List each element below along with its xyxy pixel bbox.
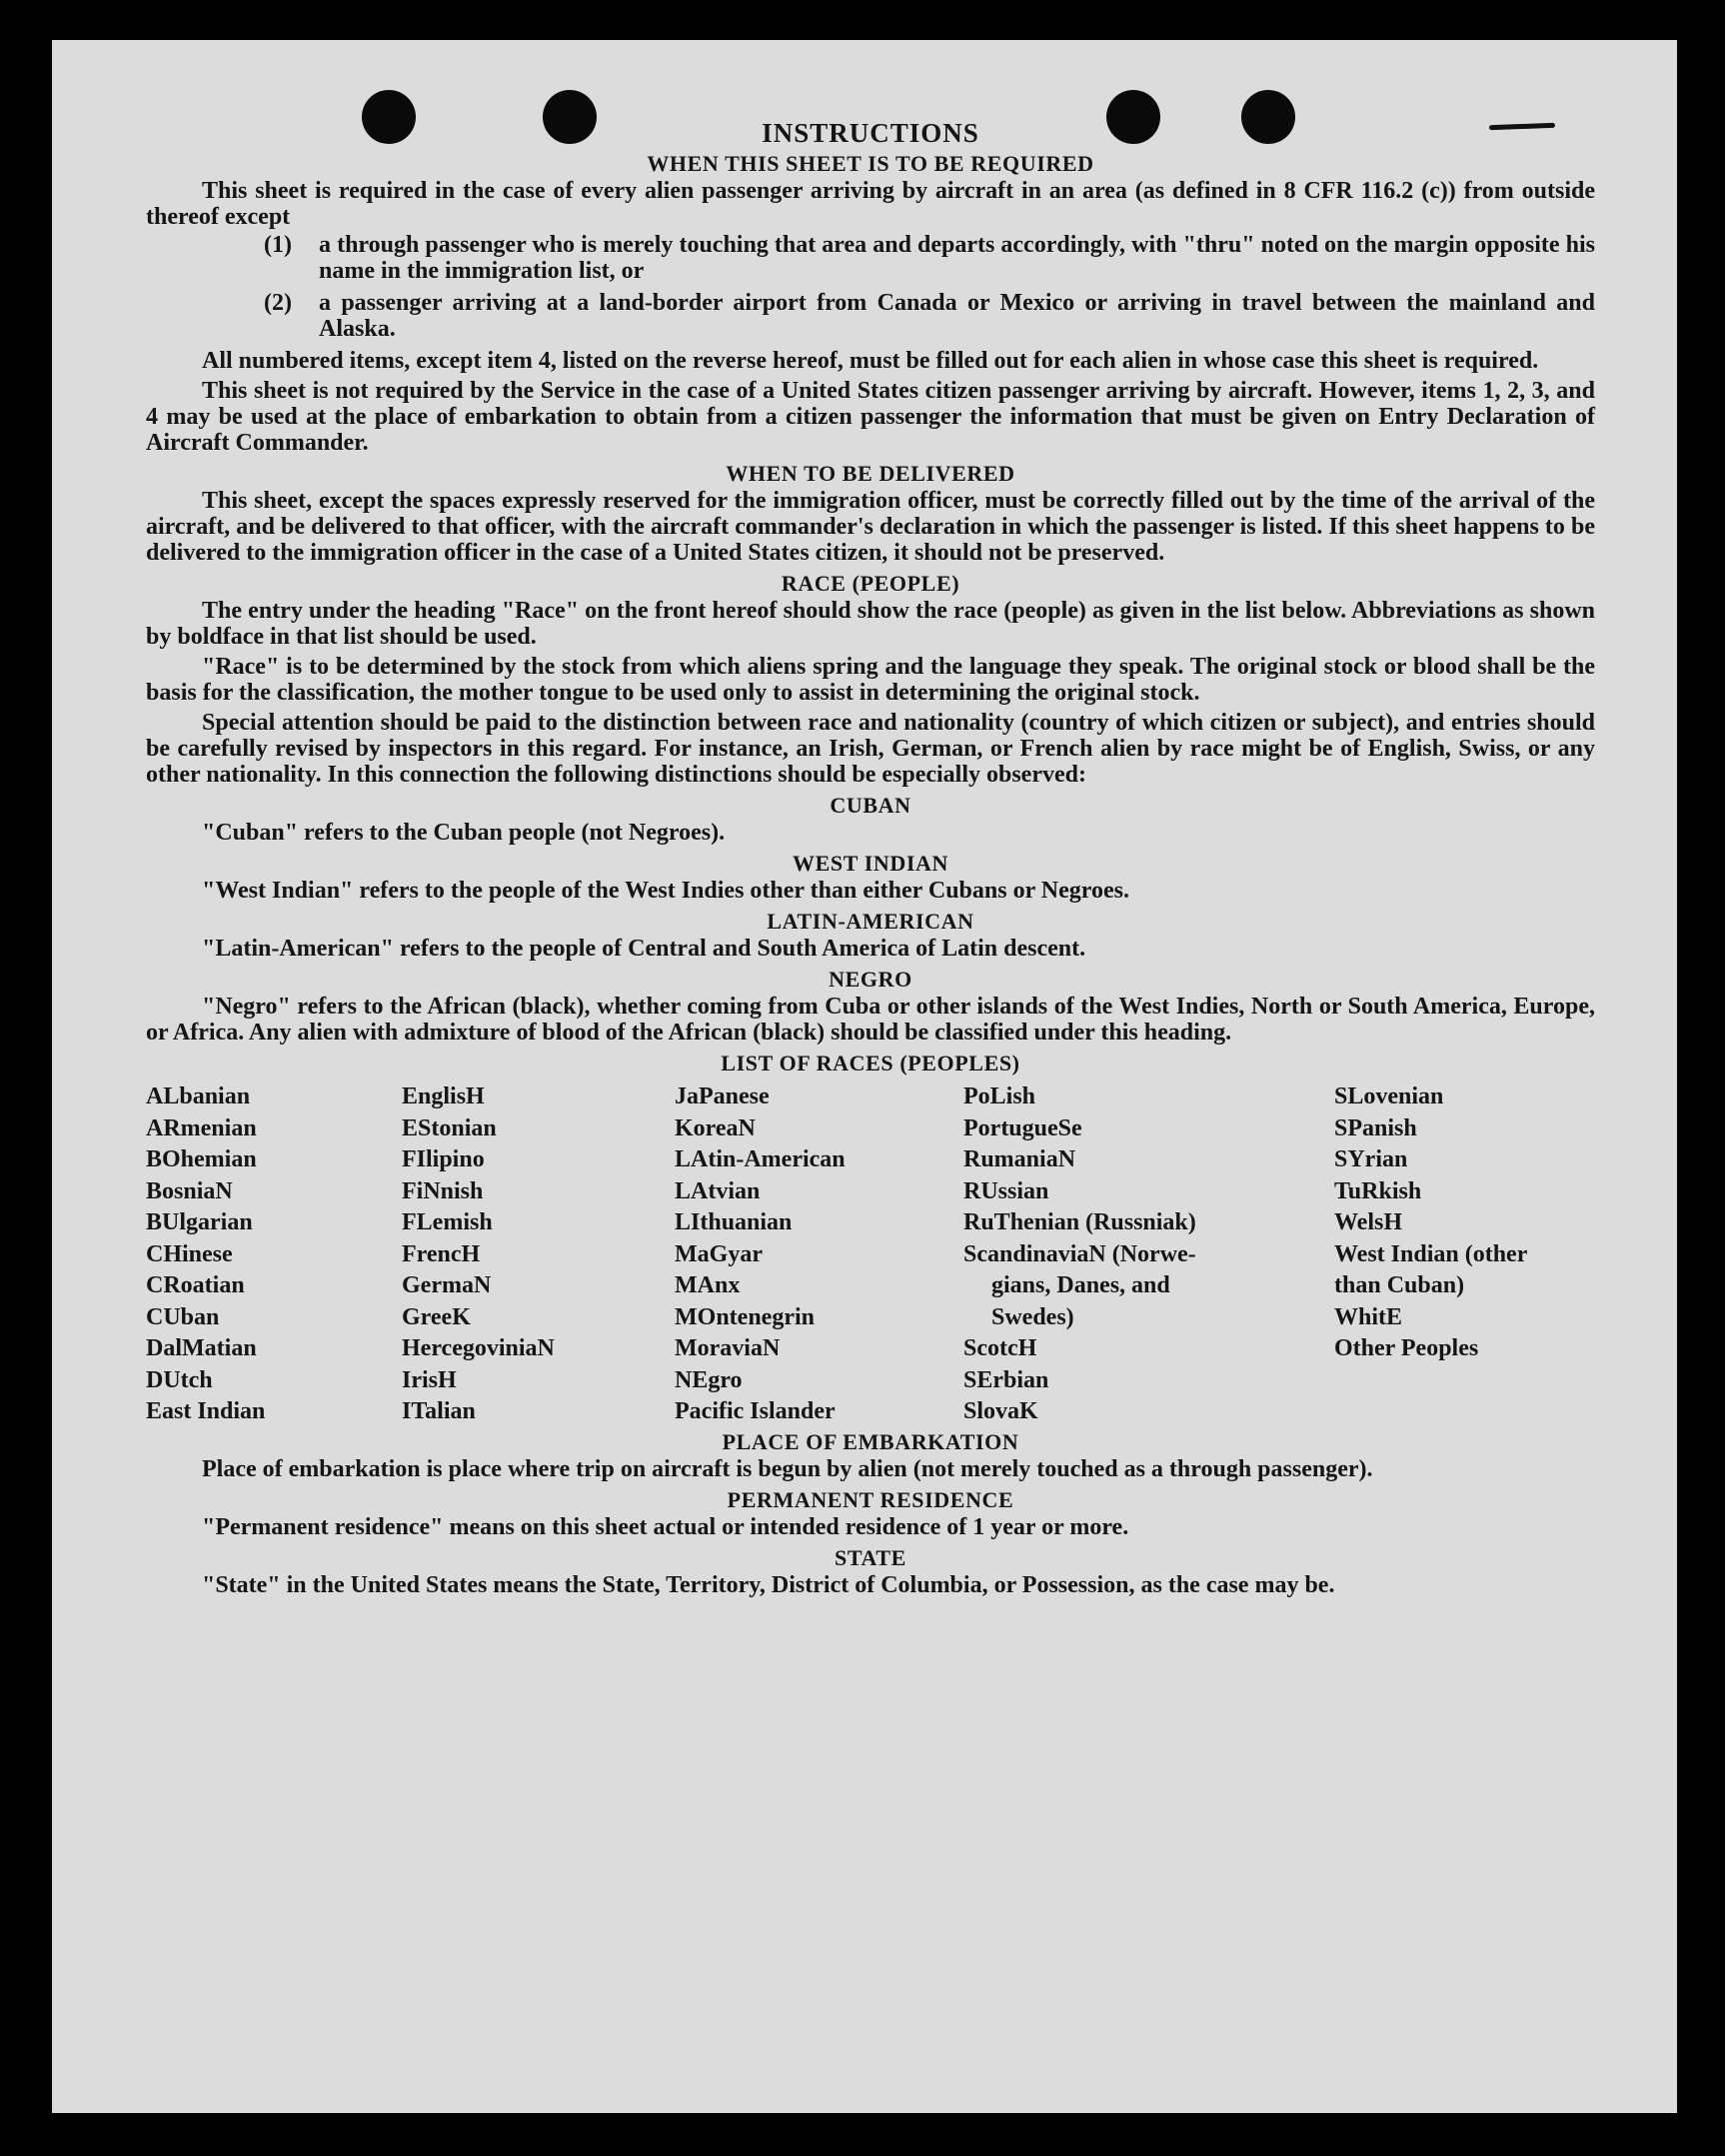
race-paragraph-1: The entry under the heading "Race" on the front hereof should show the race (people) as given in the list below. Abbreviations as shown by boldface in that list should be used. bbox=[146, 598, 1595, 650]
race-entry: ITalian bbox=[402, 1398, 476, 1424]
race-entry: SLovenian bbox=[1334, 1083, 1444, 1109]
race-entry: BOhemian bbox=[146, 1146, 257, 1172]
race-entry: CHinese bbox=[146, 1240, 233, 1267]
document-page bbox=[52, 40, 1677, 2113]
citizen-paragraph: This sheet is not required by the Service in the case of a United States citizen passenger arriving by aircraft. However, items 1, 2, 3, and 4 may be used at the place of embarkation to obtain from a citizen passenger the information that must be given on Entry Declaration of Aircraft Commander. bbox=[146, 378, 1595, 456]
race-entry: PortugueSe bbox=[963, 1114, 1082, 1141]
race-entry: ALbanian bbox=[146, 1083, 251, 1109]
race-entry: BosniaN bbox=[146, 1177, 233, 1204]
exception-number: (2) bbox=[264, 290, 292, 316]
race-entry: MoraviaN bbox=[675, 1335, 781, 1361]
cuban-text: "Cuban" refers to the Cuban people (not Negroes). bbox=[202, 820, 726, 846]
races-list bbox=[146, 1081, 1595, 1428]
numbered-items-paragraph: All numbered items, except item 4, listed on the reverse hereof, must be filled out for each alien in whose case this sheet is required. bbox=[202, 348, 1539, 374]
race-entry: CRoatian bbox=[146, 1272, 245, 1298]
race-entry: LIthuanian bbox=[675, 1209, 793, 1235]
negro-text: "Negro" refers to the African (black), whether coming from Cuba or other islands of the West Indies, North or South America, Europe, or Africa. Any alien with admixture of blood of the African (black) should be classified under this heading. bbox=[146, 994, 1595, 1046]
race-entry: HercegoviniaN bbox=[402, 1335, 555, 1361]
race-entry: SYrian bbox=[1334, 1146, 1408, 1172]
race-entry: WelsH bbox=[1334, 1209, 1403, 1235]
section-heading-list-of-races: LIST OF RACES (PEOPLES) bbox=[721, 1051, 1020, 1076]
race-entry: RumaniaN bbox=[963, 1146, 1076, 1172]
section-heading-state: STATE bbox=[835, 1544, 906, 1570]
embarkation-text: Place of embarkation is place where trip on aircraft is begun by alien (not merely touched as a through passenger). bbox=[202, 1455, 1373, 1482]
race-entry: Other Peoples bbox=[1334, 1335, 1479, 1361]
race-entry: LAtvian bbox=[675, 1177, 761, 1204]
race-entry: RuThenian (Russniak) bbox=[963, 1209, 1196, 1235]
exception-number: (1) bbox=[264, 232, 292, 258]
instructions-content bbox=[146, 116, 1595, 1602]
state-text: "State" in the United States means the State, Territory, District of Columbia, or Possession, as the case may be. bbox=[202, 1571, 1335, 1598]
race-entry: MOntenegrin bbox=[675, 1303, 815, 1330]
exception-item bbox=[146, 232, 1595, 284]
races-column-1 bbox=[146, 1081, 402, 1428]
race-entry: ARmenian bbox=[146, 1114, 257, 1141]
page-title: INSTRUCTIONS bbox=[762, 118, 979, 148]
exception-text: a through passenger who is merely touching that area and departs accordingly, with "thru" noted on the margin opposite his name in the immigration list, or bbox=[319, 232, 1595, 284]
race-entry: BUlgarian bbox=[146, 1209, 253, 1235]
section-heading-embarkation: PLACE OF EMBARKATION bbox=[722, 1428, 1019, 1454]
race-entry: LAtin-American bbox=[675, 1146, 846, 1172]
section-heading-when-delivered: WHEN TO BE DELIVERED bbox=[726, 461, 1015, 486]
race-entry: JaPanese bbox=[675, 1083, 770, 1109]
race-entry: EnglisH bbox=[402, 1083, 485, 1109]
section-heading-west-indian: WEST INDIAN bbox=[793, 851, 948, 876]
race-entry: EStonian bbox=[402, 1114, 497, 1141]
race-entry-continuation: gians, Danes, and bbox=[991, 1272, 1170, 1298]
west-indian-text: "West Indian" refers to the people of the West Indies other than either Cubans or Negroes. bbox=[202, 878, 1129, 904]
race-entry: IrisH bbox=[402, 1366, 457, 1393]
race-entry: DUtch bbox=[146, 1366, 213, 1393]
section-heading-negro: NEGRO bbox=[829, 967, 912, 992]
race-entry: Pacific Islander bbox=[675, 1398, 836, 1424]
race-entry: MaGyar bbox=[675, 1240, 763, 1267]
when-required-intro: This sheet is required in the case of every alien passenger arriving by aircraft in an area (as defined in 8 CFR 116.2 (c)) from outside thereof except bbox=[146, 178, 1595, 230]
race-entry: CUban bbox=[146, 1303, 220, 1330]
race-entry: DalMatian bbox=[146, 1335, 257, 1361]
exception-text: a passenger arriving at a land-border airport from Canada or Mexico or arriving in travel between the mainland and Alaska. bbox=[319, 290, 1595, 342]
race-paragraph-2: "Race" is to be determined by the stock from which aliens spring and the language they speak. The original stock or blood shall be the basis for the classification, the mother tongue to be used only to assist in determining the original stock. bbox=[146, 654, 1595, 706]
race-entry-continuation: Swedes) bbox=[991, 1303, 1074, 1330]
race-entry: SlovaK bbox=[963, 1398, 1038, 1424]
residence-text: "Permanent residence" means on this sheet actual or intended residence of 1 year or more. bbox=[202, 1513, 1129, 1540]
exception-item bbox=[146, 290, 1595, 342]
race-entry: RUssian bbox=[963, 1177, 1049, 1204]
races-column-5 bbox=[1334, 1081, 1595, 1428]
race-entry: ScotcH bbox=[963, 1335, 1037, 1361]
race-entry-continuation: than Cuban) bbox=[1334, 1272, 1465, 1298]
race-entry: FLemish bbox=[402, 1209, 493, 1235]
race-entry: NEgro bbox=[675, 1366, 743, 1393]
race-entry: GermaN bbox=[402, 1272, 492, 1298]
section-heading-race: RACE (PEOPLE) bbox=[781, 571, 960, 596]
latin-american-text: "Latin-American" refers to the people of Central and South America of Latin descent. bbox=[202, 936, 1086, 962]
race-entry: TuRkish bbox=[1334, 1177, 1422, 1204]
race-entry: SPanish bbox=[1334, 1114, 1417, 1141]
race-entry: WhitE bbox=[1334, 1303, 1403, 1330]
race-paragraph-3: Special attention should be paid to the distinction between race and nationality (country of which citizen or subject), and entries should be carefully revised by inspectors in this regard. For instance, an Irish, German, or French alien by race might be of English, Swiss, or any other nationality. In this connection the following distinctions should be especially observed: bbox=[146, 710, 1595, 788]
races-column-3 bbox=[675, 1081, 963, 1428]
race-entry: MAnx bbox=[675, 1272, 741, 1298]
race-entry: GreeK bbox=[402, 1303, 471, 1330]
section-heading-latin-american: LATIN-AMERICAN bbox=[767, 909, 974, 934]
race-entry: KoreaN bbox=[675, 1114, 756, 1141]
race-entry: FIlipino bbox=[402, 1146, 485, 1172]
race-entry: East Indian bbox=[146, 1398, 266, 1424]
section-heading-when-required: WHEN THIS SHEET IS TO BE REQUIRED bbox=[647, 151, 1094, 176]
race-entry: West Indian (other bbox=[1334, 1240, 1528, 1267]
race-entry: ScandinaviaN (Norwe- bbox=[963, 1240, 1196, 1267]
race-entry: PoLish bbox=[963, 1083, 1036, 1109]
race-entry: SErbian bbox=[963, 1366, 1049, 1393]
races-column-2 bbox=[402, 1081, 675, 1428]
when-delivered-text: This sheet, except the spaces expressly reserved for the immigration officer, must be correctly filled out by the time of the arrival of the aircraft, and be delivered to that officer, with the aircraft commander's declaration in which the passenger is listed. If this sheet happens to be delivered to the immigration officer in the case of a United States citizen, it should not be preserved. bbox=[146, 488, 1595, 566]
section-heading-residence: PERMANENT RESIDENCE bbox=[727, 1486, 1014, 1512]
race-entry: FrencH bbox=[402, 1240, 481, 1267]
race-entry: FiNnish bbox=[402, 1177, 484, 1204]
races-column-4 bbox=[963, 1081, 1334, 1428]
section-heading-cuban: CUBAN bbox=[830, 793, 911, 818]
